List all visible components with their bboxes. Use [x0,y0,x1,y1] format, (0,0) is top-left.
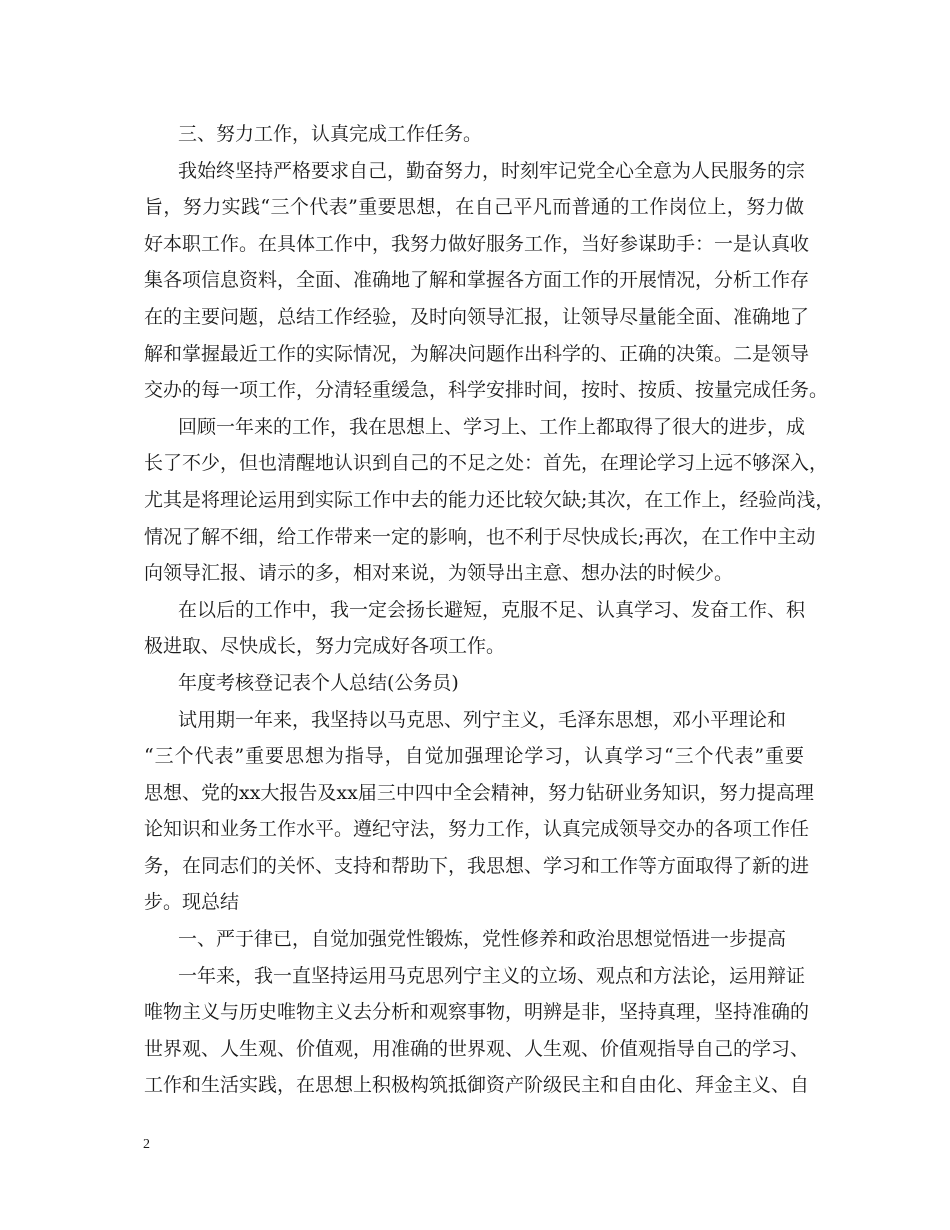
text-line: 在以后的工作中，我一定会扬长避短，克服不足、认真学习、发奋工作、积 [178,598,806,621]
text-line: 务，在同志们的关怀、支持和帮助下，我思想、学习和工作等方面取得了新的进 [144,854,810,877]
page-number: 2 [143,1137,150,1152]
text-line: 工作和生活实践，在思想上积极构筑抵御资产阶级民主和自由化、拜金主义、自 [144,1074,810,1097]
text-line: 步。现总结 [144,891,240,914]
text-line: 旨，努力实践“三个代表”重要思想，在自己平凡而普通的工作岗位上，努力做 [144,196,804,219]
text-line: 世界观、人生观、价值观，用准确的世界观、人生观、价值观指导自己的学习、 [144,1037,810,1060]
text-line: 试用期一年来，我坚持以马克思、列宁主义，毛泽东思想，邓小平理论和 [178,708,787,731]
text-line: 极进取、尽快成长，努力完成好各项工作。 [144,635,506,658]
text-line: 回顾一年来的工作，我在思想上、学习上、工作上都取得了很大的进步，成 [178,415,806,438]
section-heading: 一、严于律已，自觉加强党性锻炼，党性修养和政治思想觉悟进一步提高 [178,928,787,951]
text-line: 一年来，我一直坚持运用马克思列宁主义的立场、观点和方法论，运用辩证 [178,964,806,987]
text-line: 解和掌握最近工作的实际情况，为解决问题作出科学的、正确的决策。二是领导 [144,342,810,365]
text-line: 在的主要问题，总结工作经验，及时向领导汇报，让领导尽量能全面、准确地了 [144,305,810,328]
text-line: 集各项信息资料，全面、准确地了解和掌握各方面工作的开展情况，分析工作存 [144,269,810,292]
text-line: 唯物主义与历史唯物主义去分析和观察事物，明辨是非，坚持真理，坚持准确的 [144,1001,810,1024]
text-line: 长了不少，但也清醒地认识到自己的不足之处：首先，在理论学习上远不够深入， [144,452,829,475]
text-line: 向领导汇报、请示的多，相对来说，为领导出主意、想办法的时候少。 [144,562,734,585]
text-line: 三、努力工作，认真完成工作任务。 [178,123,483,145]
text-line: 情况了解不细，给工作带来一定的影响，也不利于尽快成长;再次，在工作中主动 [144,525,816,548]
text-line: “三个代表”重要思想为指导，自觉加强理论学习，认真学习“三个代表”重要 [144,745,804,768]
text-line: 论知识和业务工作水平。遵纪守法，努力工作，认真完成领导交办的各项工作任 [144,818,810,841]
text-line: 交办的每一项工作，分清轻重缓急，科学安排时间，按时、按质、按量完成任务。 [144,379,829,402]
text-line: 好本职工作。在具体工作中，我努力做好服务工作，当好参谋助手：一是认真收 [144,232,810,255]
text-line: 尤其是将理论运用到实际工作中去的能力还比较欠缺;其次，在工作上，经验尚浅， [144,488,835,511]
text-line: 我始终坚持严格要求自己，勤奋努力，时刻牢记党全心全意为人民服务的宗 [178,159,806,182]
text-line: 思想、党的xx大报告及xx届三中四中全会精神，努力钻研业务知识，努力提高理 [144,781,814,804]
section-heading: 年度考核登记表个人总结(公务员) [178,671,459,694]
document-body [144,116,835,1104]
